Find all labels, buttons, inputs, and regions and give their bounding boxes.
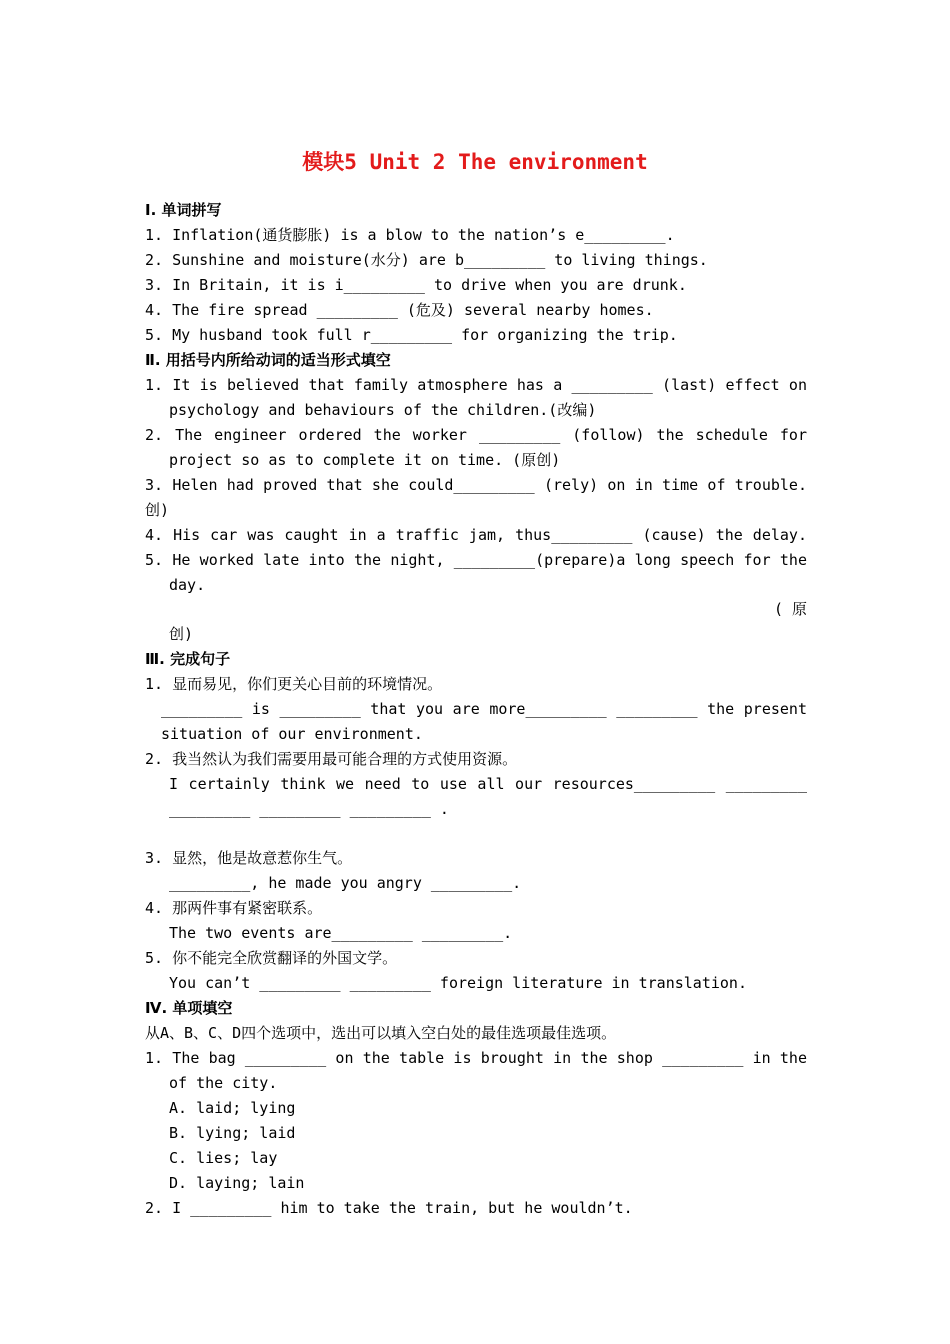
section3-q4-english: The two events are_________ _________. bbox=[169, 924, 513, 942]
section3-q2-english-line-2: _________ _________ _________ . bbox=[169, 800, 449, 818]
section4-q1-option-a: A. laid; lying bbox=[169, 1099, 296, 1117]
section3-q4-chinese: 4. 那两件事有紧密联系。 bbox=[145, 899, 323, 917]
section2-item-5-line-2: day. bbox=[169, 576, 206, 594]
section3-q2-english-line-1: I certainly think we need to use all our resources_________ _________ bbox=[169, 775, 807, 793]
section4-instruction: 从A、B、C、D四个选项中，选出可以填入空白处的最佳选项最佳选项。 bbox=[145, 1024, 617, 1042]
section2-item-4-line-1: 4. His car was caught in a traffic jam, thus_________ (cause) the delay. bbox=[145, 526, 807, 544]
section2-item-2-line-2: project so as to complete it on time. (原创) bbox=[169, 451, 561, 469]
section2-item-3-line-1: 3. Helen had proved that she could_________ (rely) on in time of trouble. bbox=[145, 476, 807, 494]
section4-q1-line-1: 1. The bag _________ on the table is brought in the shop _________ in the bbox=[145, 1049, 807, 1067]
section3-q3-english: _________, he made you angry _________. bbox=[169, 874, 522, 892]
section2-heading: Ⅱ. 用括号内所给动词的适当形式填空 bbox=[145, 351, 391, 369]
section2-item-2-line-1: 2. The engineer ordered the worker _________ (follow) the schedule for bbox=[145, 426, 807, 444]
section3-q5-chinese: 5. 你不能完全欣赏翻译的外国文学。 bbox=[145, 949, 398, 967]
section2-item-5-line-4: 创) bbox=[169, 625, 194, 643]
section1-item-3: 3. In Britain, it is i_________ to drive when you are drunk. bbox=[145, 276, 687, 294]
section1-item-4: 4. The fire spread _________ (危及) several nearby homes. bbox=[145, 301, 654, 319]
section2-item-3-line-2: 创) bbox=[145, 501, 170, 519]
page-title: 模块5 Unit 2 The environment bbox=[302, 150, 648, 174]
section2-item-1-line-1: 1. It is believed that family atmosphere has a _________ (last) effect on bbox=[145, 376, 807, 394]
section2-item-5-line-1: 5. He worked late into the night, _________(prepare)a long speech for the bbox=[145, 551, 807, 569]
section3-q1-english-line-1: _________ is _________ that you are more_________ _________ the present bbox=[161, 700, 807, 718]
section3-q5-english: You can’t _________ _________ foreign literature in translation. bbox=[169, 974, 747, 992]
section4-q1-option-c: C. lies; lay bbox=[169, 1149, 278, 1167]
section4-q1-option-b: B. lying; laid bbox=[169, 1124, 296, 1142]
section4-q1-line-2: of the city. bbox=[169, 1074, 278, 1092]
section4-q1-option-d: D. laying; lain bbox=[169, 1174, 305, 1192]
section1-item-1: 1. Inflation(通货膨胀) is a blow to the nation’s e_________. bbox=[145, 226, 675, 244]
section3-heading: Ⅲ. 完成句子 bbox=[145, 650, 231, 668]
section3-q2-chinese: 2. 我当然认为我们需要用最可能合理的方式使用资源。 bbox=[145, 750, 518, 768]
section1-item-2: 2. Sunshine and moisture(水分) are b_________ to living things. bbox=[145, 251, 708, 269]
section2-item-1-line-2: psychology and behaviours of the children.(改编) bbox=[169, 401, 597, 419]
section3-q1-chinese: 1. 显而易见，你们更关心目前的环境情况。 bbox=[145, 675, 443, 693]
section3-q3-chinese: 3. 显然，他是故意惹你生气。 bbox=[145, 849, 353, 867]
section4-q2-line-1: 2. I _________ him to take the train, but he wouldn’t. bbox=[145, 1199, 633, 1217]
section4-heading: Ⅳ. 单项填空 bbox=[145, 999, 233, 1017]
section3-q1-english-line-2: situation of our environment. bbox=[161, 725, 423, 743]
section1-heading: Ⅰ. 单词拼写 bbox=[145, 201, 222, 219]
section2-item-5-line-3: ( 原 bbox=[773, 600, 807, 618]
section1-item-5: 5. My husband took full r_________ for organizing the trip. bbox=[145, 326, 678, 344]
